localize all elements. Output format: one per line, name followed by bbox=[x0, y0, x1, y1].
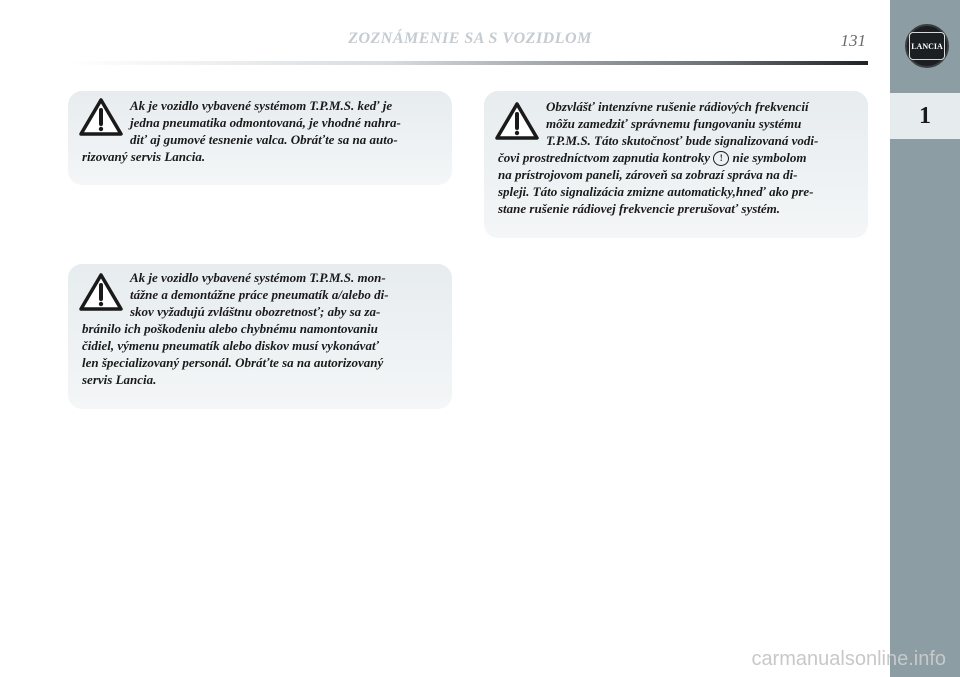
warning-line: jedna pneumatika odmontovaná, je vhodné nahra- bbox=[130, 115, 401, 130]
warning-box-tpms-mounting bbox=[68, 264, 452, 409]
warning-text bbox=[82, 97, 438, 165]
warning-text bbox=[82, 269, 438, 388]
warning-line: Ak je vozidlo vybavené systémom T.P.M.S. mon- bbox=[130, 270, 386, 285]
page-number: 131 bbox=[840, 31, 866, 50]
warning-line: spleji. Táto signalizácia zmizne automaticky,hneď ako pre- bbox=[498, 184, 814, 199]
warning-line: Obzvlášť intenzívne rušenie rádiových frekvencií bbox=[546, 99, 809, 114]
warning-line: servis Lancia. bbox=[82, 372, 157, 387]
warning-line: môžu zamedziť správnemu fungovaniu systému bbox=[546, 116, 802, 131]
watermark: carmanualsonline.info bbox=[751, 648, 946, 670]
lancia-logo bbox=[905, 24, 949, 68]
tpms-warning-light-icon: ! bbox=[713, 151, 729, 166]
chapter-tab[interactable] bbox=[890, 93, 960, 139]
warning-line: stane rušenie rádiovej frekvencie prerušovať systém. bbox=[498, 201, 781, 216]
warning-line: Ak je vozidlo vybavené systémom T.P.M.S. keď je bbox=[130, 98, 393, 113]
warning-box-radio-interference bbox=[484, 91, 868, 238]
warning-line: na prístrojovom paneli, zároveň sa zobrazí správa na di- bbox=[498, 167, 798, 182]
warning-line: čovi prostredníctvom zapnutia kontroky bbox=[498, 150, 710, 165]
warning-line: tážne a demontážne práce pneumatík a/alebo di- bbox=[130, 287, 389, 302]
warning-box-tire-seal bbox=[68, 91, 452, 185]
warning-line: skov vyžadujú zvláštnu obozretnosť; aby sa za- bbox=[130, 304, 381, 319]
warning-line: bránilo ich poškodeniu alebo chybnému namontovaniu bbox=[82, 321, 378, 336]
warning-line: diť aj gumové tesnenie valca. Obráťte sa na auto- bbox=[130, 132, 398, 147]
chapter-number: 1 bbox=[919, 102, 931, 129]
warning-line: len špecializovaný personál. Obráťte sa na autorizovaný bbox=[82, 355, 384, 370]
header-divider bbox=[68, 61, 868, 65]
warning-line: čidiel, výmenu pneumatík alebo diskov musí vykonávať bbox=[82, 338, 379, 353]
page-header-title: ZOZNÁMENIE SA S VOZIDLOM bbox=[348, 30, 592, 47]
warning-text bbox=[498, 98, 854, 217]
lancia-logo-badge: LANCIA bbox=[909, 32, 945, 60]
warning-line: rizovaný servis Lancia. bbox=[82, 149, 206, 164]
warning-line: nie symbolom bbox=[732, 150, 807, 165]
warning-line: T.P.M.S. Táto skutočnosť bude signalizovaná vodi- bbox=[546, 133, 819, 148]
